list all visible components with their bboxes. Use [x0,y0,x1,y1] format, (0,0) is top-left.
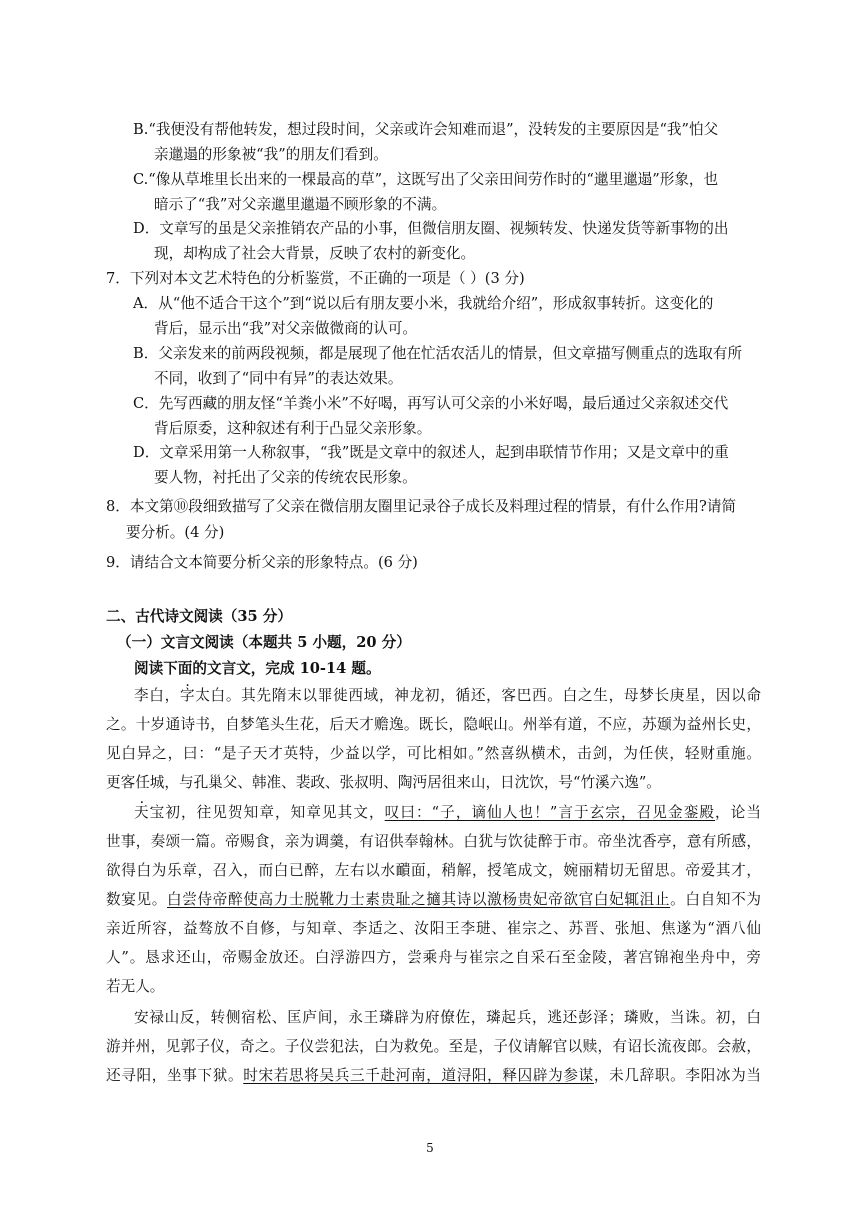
q6-option-b-line1: B.“我便没有帮他转发，想过段时间，父亲或许会知难而退”，没转发的主要原因是“我”怕父 [133,121,719,138]
q8-line2: 要分析。(4 分) [126,524,225,541]
q7-option-a-line1: A．从“他不适合干这个”到“说以后有朋友要小米，我就给介绍”，形成叙事转折。这变化的 [133,295,714,312]
q7-option-b-line2: 不同，收到了“同中有异”的表达效果。 [154,370,403,387]
emphasis-dot-char: 字 [179,687,196,704]
passage-p2-line2: 世事，奏颂一篇。帝赐食，亲为调羹，有诏供奉翰林。白犹与饮徒醉于市。帝坐沈香亭，意有所感， [106,833,761,850]
passage-p1-line2: 之。十岁通诗书，自梦笔头生花，后天才赡逸。既长，隐岷山。州举有道，不应，苏颋为益州长史， [106,716,761,733]
passage-p3-line1: 安禄山反，转侧宿松、匡庐间，永王璘辟为府僚佐，璘起兵，逃还彭泽；璘败，当诛。初，白 [134,1009,761,1026]
passage-p2-line6: 人”。恳求还山，帝赐金放还。白浮游四方，尝乘舟与崔宗之自采石至金陵，著宫锦袍坐舟中，旁 [106,949,761,966]
page-number: 5 [426,1141,434,1155]
underlined-sentence-2: 白尝侍帝醉使高力士脱靴力士素贵耻之擿其诗以激杨贵妃帝欲官白妃辄沮止 [167,891,671,908]
emphasis-dot-char: 天 [134,804,150,821]
passage-p2-line7: 若无人。 [106,978,165,995]
passage-p2-line1: 天宝初，往见贺知章，知章见其文，叹曰：“子，谪仙人也！”言于玄宗，召见金銮殿，论当 [134,804,761,821]
q7-option-b-line1: B．父亲发来的前两段视频，都是展现了他在忙活农活儿的情景，但文章描写侧重点的选取有所 [133,345,743,362]
passage-p1-line1: 李白，字太白。其先隋末以罪徙西域，神龙初，循还，客巴西。白之生，母梦长庚星，因以命 [134,687,761,704]
q6-option-b-line2: 亲邋遢的形象被“我”的朋友们看到。 [154,146,388,163]
passage-p2-line4: 数宴见。白尝侍帝醉使高力士脱靴力士素贵耻之擿其诗以激杨贵妃帝欲官白妃辄沮止。白自知不为 [106,891,761,908]
q7-option-a-line2: 背后，显示出“我”对父亲做微商的认可。 [154,320,418,337]
q7-stem: 7．下列对本文艺术特色的分析鉴赏，不正确的一项是（ ）(3 分) [106,270,525,287]
q8-line1: 8．本文第⑩段细致描写了父亲在微信朋友圈里记录谷子成长及料理过程的情景，有什么作用?请简 [106,498,737,515]
reading-instruction: 阅读下面的文言文，完成 10-14 题。 [134,660,381,677]
q6-option-c-line1: C.“像从草堆里长出来的一棵最高的草”，这既写出了父亲田间劳作时的“邋里邋遢”形象，也 [133,171,719,188]
underlined-sentence-1: 叹曰：“子，谪仙人也！”言于玄宗，召见金銮殿 [384,804,716,821]
passage-p3-line3: 还寻阳，坐事下狱。时宋若思将吴兵三千赴河南，道浔阳，释囚辟为参谋，未几辞职。李阳冰为当 [106,1067,761,1084]
passage-p3-line2: 游并州，见郭子仪，奇之。子仪尝犯法，白为救免。至是，子仪请解官以赎，有诏长流夜郎。会赦， [106,1038,761,1055]
passage-p1-line3: 见白异之，曰：“是子天才英特，少益以学，可比相如。”然喜纵横术，击剑，为任侠，轻财重施。 [106,745,761,762]
passage-p2-line3: 欲得白为乐章，召入，而白已醉，左右以水靧面，稍解，授笔成文，婉丽精切无留思。帝爱其才， [106,862,761,879]
q7-option-d-line2: 要人物，衬托出了父亲的传统农民形象。 [154,469,417,486]
q7-option-d-line1: D．文章采用第一人称叙事，“我”既是文章中的叙述人，起到串联情节作用；又是文章中的重 [133,444,729,461]
q6-option-d-line1: D．文章写的虽是父亲推销农产品的小事，但微信朋友圈、视频转发、快递发货等新事物的出 [133,220,729,237]
subsection-title: （一）文言文阅读（本题共 5 小题，20 分） [117,634,411,651]
q9: 9．请结合文本简要分析父亲的形象特点。(6 分) [106,554,418,571]
q6-option-d-line2: 现，却构成了社会大背景，反映了农村的新变化。 [154,245,476,262]
q7-option-c-line1: C．先写西藏的朋友怪“羊粪小米”不好喝，再写认可父亲的小米好喝，最后通过父亲叙述交代 [133,395,729,412]
passage-p2-line5: 亲近所容，益骜放不自修，与知章、李适之、汝阳王李琎、崔宗之、苏晋、张旭、焦遂为“酒八仙 [106,920,761,937]
passage-p1-line4: 更客任城，与孔巢父、韩准、裴政、张叔明、陶沔居徂来山，日沈饮，号“竹溪六逸”。 [106,774,661,791]
section-title: 二、古代诗文阅读（35 分） [106,608,292,625]
underlined-sentence-3: 时宋若思将吴兵三千赴河南，道浔阳，释囚辟为参谋 [243,1067,594,1084]
q7-option-c-line2: 背后原委，这种叙述有利于凸显父亲形象。 [154,420,432,437]
q6-option-c-line2: 暗示了“我”对父亲邋里邋遢不顾形象的不满。 [154,196,447,213]
